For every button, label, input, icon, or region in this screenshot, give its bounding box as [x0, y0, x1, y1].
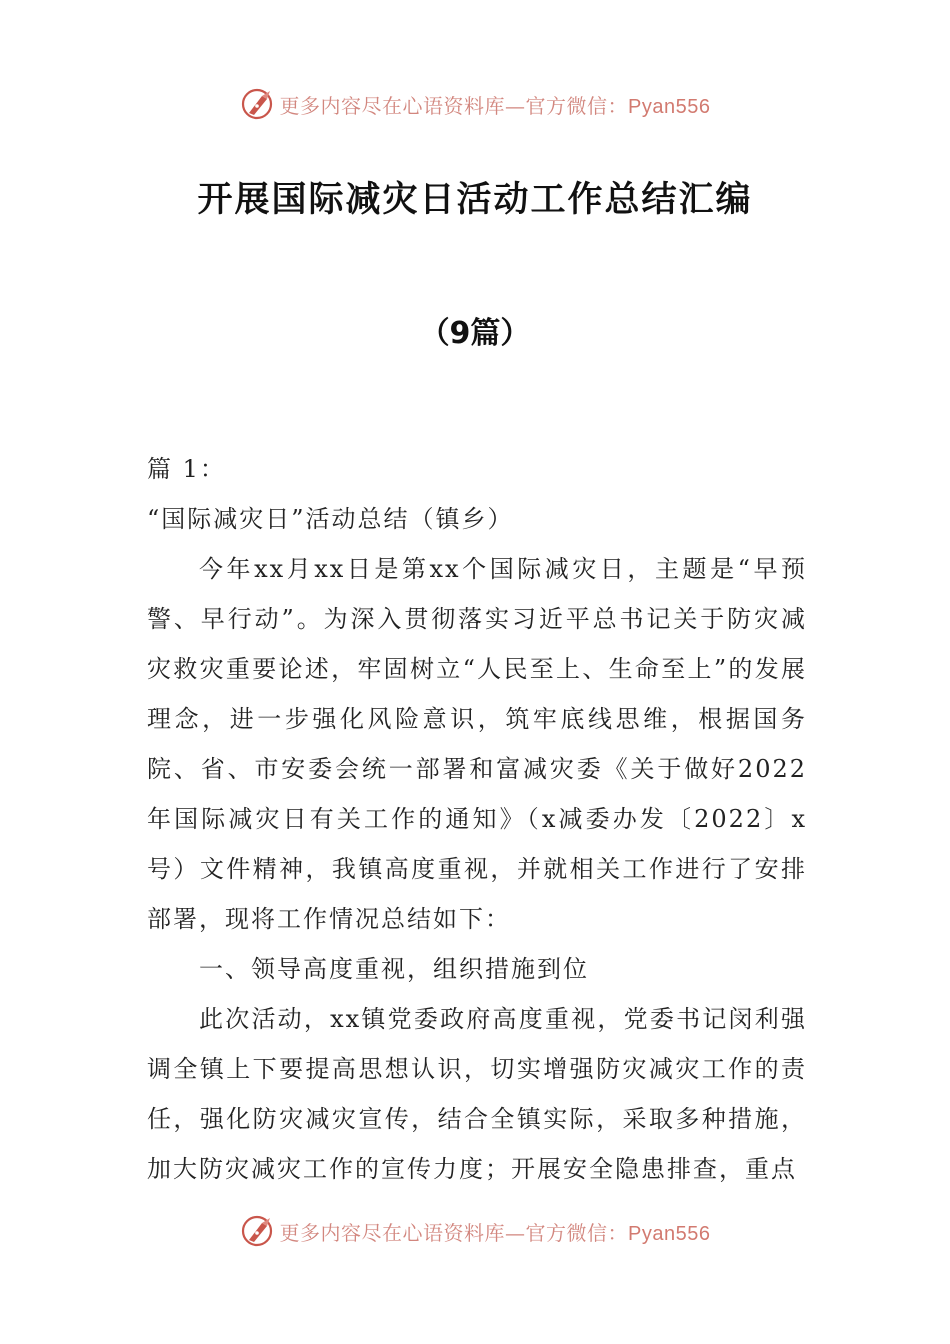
section-label: 篇 1： — [147, 455, 226, 483]
footer-watermark — [0, 1211, 950, 1251]
pen-nib-logo-icon — [240, 86, 276, 122]
document-title: 开展国际减灾日活动工作总结汇编 — [197, 180, 753, 220]
article-title: “国际减灾日”活动总结（镇乡） — [147, 505, 514, 533]
watermark-text: 更多内容尽在心语资料库—官方微信：Pyan556 — [279, 1220, 711, 1245]
watermark-wechat-id: Pyan556 — [628, 1222, 711, 1245]
watermark-text: 更多内容尽在心语资料库—官方微信：Pyan556 — [279, 93, 711, 118]
document-subtitle: （9篇） — [419, 316, 531, 351]
watermark-wechat-id: Pyan556 — [628, 95, 711, 118]
pen-nib-logo-icon — [240, 1213, 276, 1249]
paragraph-activity: 此次活动，xx镇党委政府高度重视，党委书记闵利强调全镇上下要提高思想认识，切实增强防灾减灾工作的责任，强化防灾减灾宣传，结合全镇实际，采取多种措施，加大防灾减灾工作的宣传力度；开展安全隐患排查，重点 — [147, 1005, 807, 1183]
header-watermark — [0, 84, 950, 124]
document-body — [147, 444, 807, 1194]
section-heading-1: 一、领导高度重视，组织措施到位 — [199, 955, 589, 983]
paragraph-intro: 今年xx月xx日是第xx个国际减灾日，主题是“早预警、早行动”。为深入贯彻落实习近平总书记关于防灾减灾救灾重要论述，牢固树立“人民至上、生命至上”的发展理念，进一步强化风险意识，筑牢底线思维，根据国务院、省、市安委会统一部署和富减灾委《关于做好2022年国际减灾日有关工作的通知》（x减委办发〔2022〕x号）文件精神，我镇高度重视，并就相关工作进行了安排部署，现将工作情况总结如下： — [147, 555, 807, 933]
